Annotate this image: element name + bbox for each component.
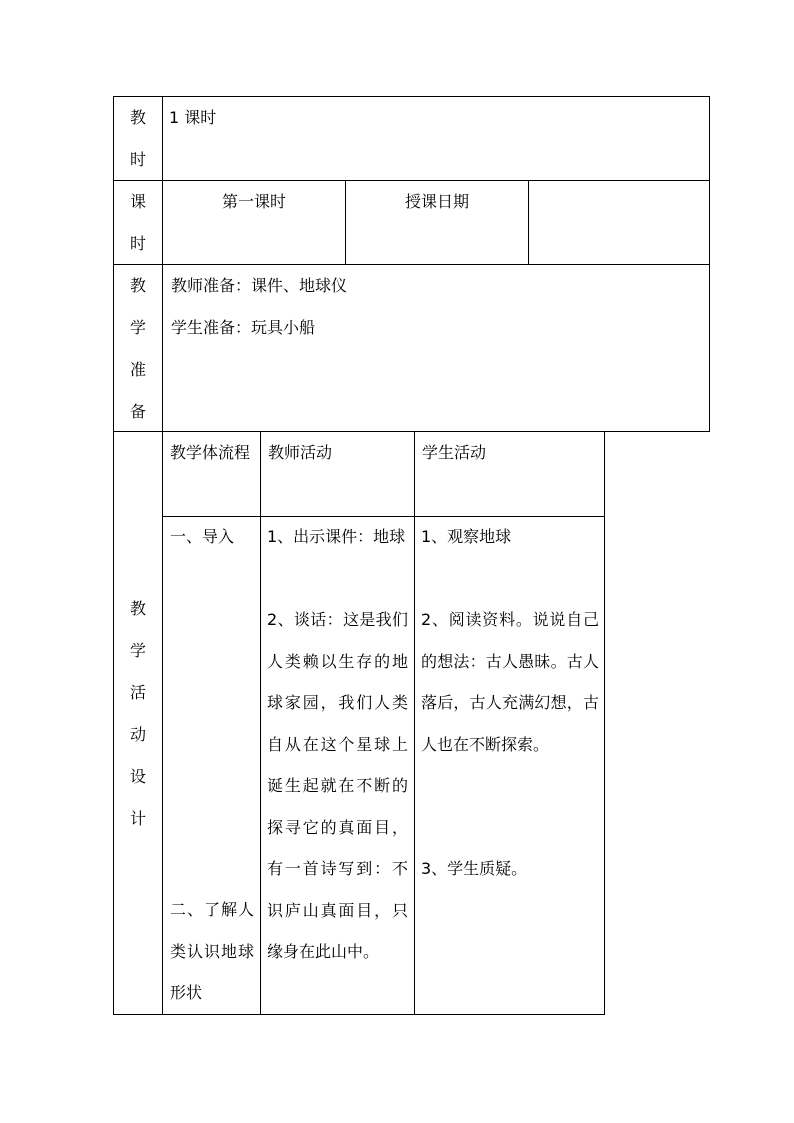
header-teacher: 教师活动: [268, 443, 333, 462]
header-flow: 教学体流程: [170, 443, 251, 462]
lesson-label: 课 时: [129, 192, 146, 253]
row-lesson-date-value-cell: [528, 180, 710, 265]
activity-design-label: 教 学 活 动 设 计: [129, 599, 146, 828]
student-activity-1: 1、观察地球: [421, 527, 512, 546]
teacher-activity-1: 1、出示课件：地球: [267, 527, 406, 546]
header-student: 学生活动: [422, 443, 487, 462]
activity-student-cell: [414, 516, 605, 1015]
student-prep: 学生准备：玩具小船: [171, 318, 316, 337]
student-activity-3: 3、学生质疑。: [421, 859, 528, 878]
flow-step-understand: 二、了解人类认识地球形状: [170, 900, 254, 1002]
teaching-hours-value: 1 课时: [169, 108, 217, 127]
teacher-activity-2: 2、谈话：这是我们人类赖以生存的地球家园，我们人类自从在这个星球上诞生起就在不断的探寻它的真面目，有一首诗写到：不识庐山真面目，只缘身在此山中。: [267, 610, 408, 961]
preparation-label: 教 学 准 备: [129, 276, 146, 421]
teacher-prep: 教师准备：课件、地球仪: [171, 276, 348, 295]
flow-step-intro: 一、导入: [170, 527, 235, 546]
student-activity-2: 2、阅读资料。说说自己的想法：古人愚昧。古人落后，古人充满幻想，古人也在不断探索。: [421, 610, 599, 754]
teaching-hours-label: 教 时: [129, 108, 146, 169]
lesson-date-label: 授课日期: [404, 192, 469, 211]
row-teaching-hours-value-cell: [162, 96, 710, 181]
lesson-name: 第一课时: [221, 192, 286, 211]
